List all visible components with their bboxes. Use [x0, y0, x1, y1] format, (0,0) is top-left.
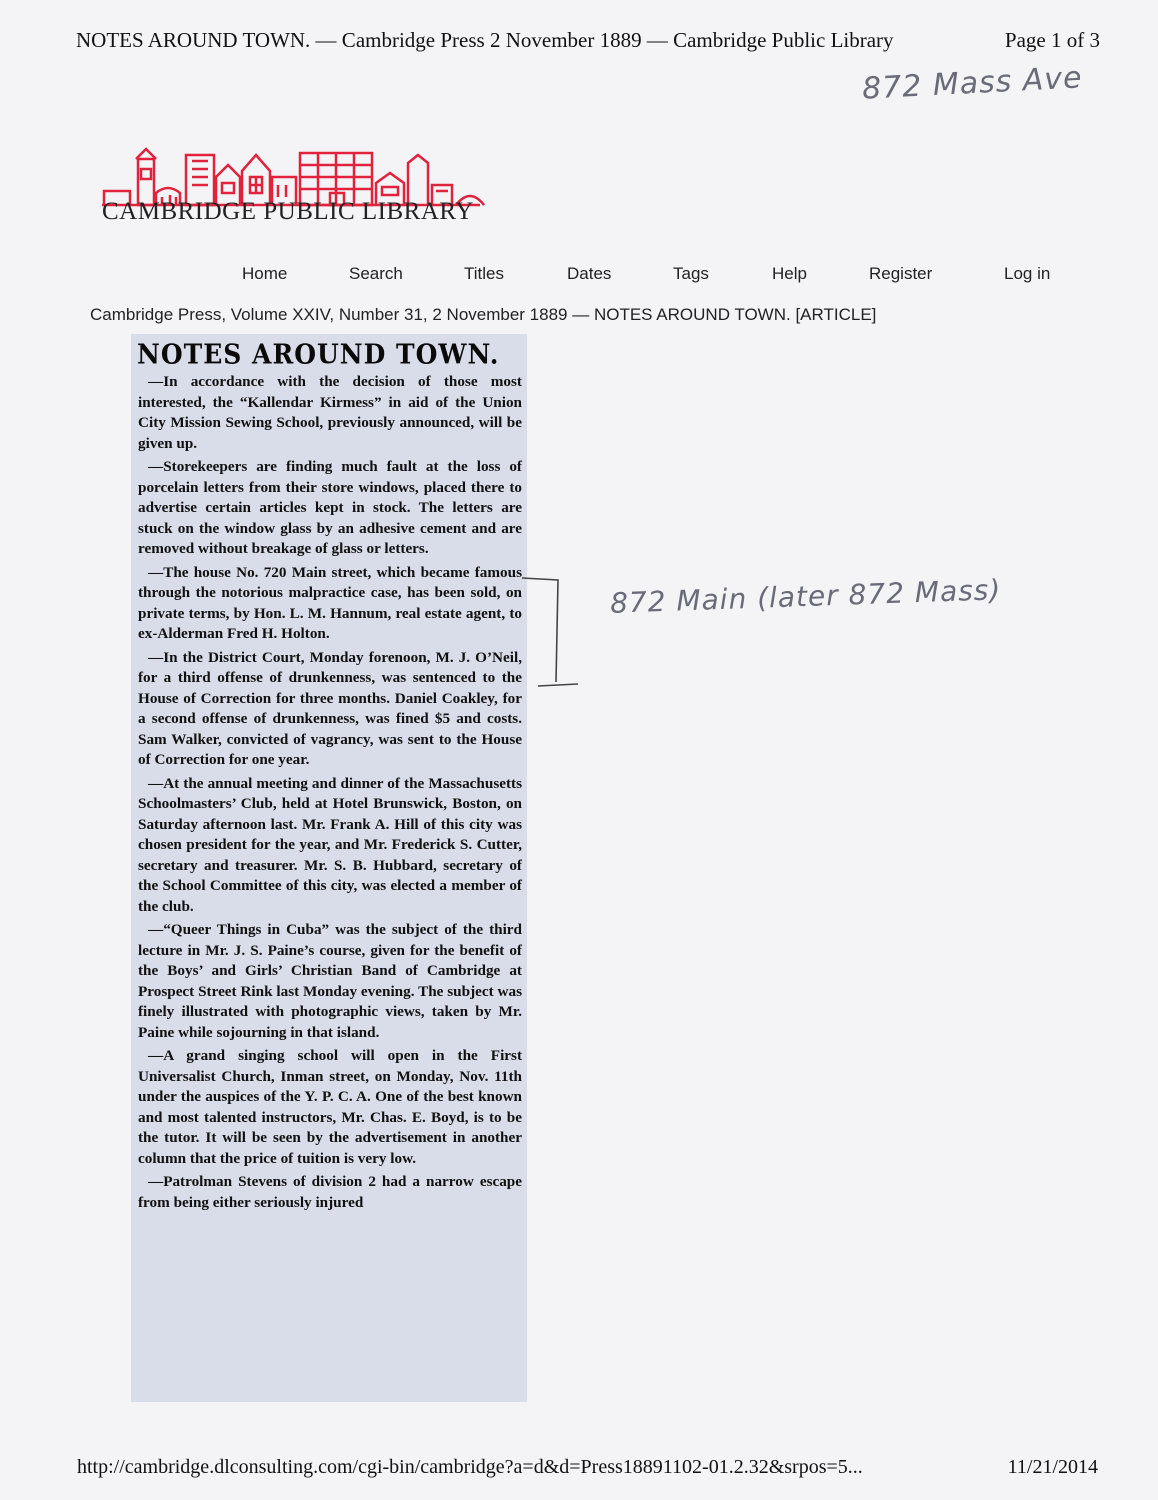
footer-url[interactable]: http://cambridge.dlconsulting.com/cgi-bin/cambridge?a=d&d=Press18891102-01.2.32&srpos=5... — [77, 1456, 863, 1478]
nav-register[interactable]: Register — [869, 264, 933, 283]
article-paragraph: —In the District Court, Monday forenoon, M. J. O’Neil, for a third offense of drunkenness, was sentenced to the House of Correction for three months. Daniel Coakley, for a second offense of drunkenness, was fined $5 and costs. Sam Walker, convicted of vagrancy, was sent to the House of Correction for one year. — [138, 648, 522, 768]
print-title: NOTES AROUND TOWN. — Cambridge Press 2 November 1889 — Cambridge Public Library — [76, 28, 894, 52]
article-paragraph: —The house No. 720 Main street, which became famous through the notorious malpractice case, has been sold, on private terms, by Hon. L. M. Hannum, real estate agent, to ex-Alderman Fred H. Holton. — [138, 563, 522, 642]
article-paragraph: —A grand singing school will open in the First Universalist Church, Inman street, on Monday, Nov. 11th under the auspices of the Y. P. C. A. One of the best known and most talented instructors, Mr. Chas. E. Boyd, is to be the tutor. It will be seen by the advertisement in another column that the price of tuition is very low. — [138, 1047, 522, 1167]
handwritten-bracket — [518, 574, 588, 694]
nav-search[interactable]: Search — [349, 264, 403, 283]
article-paragraph: —In accordance with the decision of those most interested, the “Kallendar Kirmess” in aid of the Union City Mission Sewing School, previously announced, will be given up. — [138, 373, 522, 452]
article-paragraph: —At the annual meeting and dinner of the Massachusetts Schoolmasters’ Club, held at Hotel Brunswick, Boston, on Saturday afternoon last. Mr. Frank A. Hill of this city was chosen president for the year, and Mr. Frederick S. Cutter, secretary and treasurer. Mr. S. B. Hubbard, secretary of the School Committee of this city, was elected a member of the club. — [138, 774, 522, 915]
handwritten-note-margin: 872 Main (later 872 Mass) — [609, 573, 1002, 620]
nav-login[interactable]: Log in — [1004, 264, 1051, 283]
nav-tags[interactable]: Tags — [673, 264, 709, 283]
library-name: CAMBRIDGE PUBLIC LIBRARY — [102, 198, 474, 225]
main-nav — [0, 264, 1158, 288]
article-paragraph: —“Queer Things in Cuba” was the subject of the third lecture in Mr. J. S. Paine’s course, given for the benefit of the Boys’ and Girls’ Christian Band of Cambridge at Prospect Street Rink last Monday evening. The subject was finely illustrated with photographic views, taken by Mr. Paine while sojourning in that island. — [138, 921, 522, 1041]
article-paragraph: —Storekeepers are finding much fault at the loss of porcelain letters from their store windows, placed there to advertise certain articles kept in stock. The letters are stuck on the window glass by an adhesive cement and are removed without breakage of glass or letters. — [138, 458, 522, 557]
article-body — [138, 372, 522, 1216]
page-number: Page 1 of 3 — [1004, 28, 1100, 52]
handwritten-note-top: 872 Mass Ave — [861, 60, 1084, 107]
footer-date: 11/21/2014 — [1007, 1456, 1098, 1478]
breadcrumb: Cambridge Press, Volume XXIV, Number 31, 2 November 1889 — NOTES AROUND TOWN. [ARTICLE] — [90, 305, 877, 324]
nav-home[interactable]: Home — [242, 264, 288, 283]
nav-dates[interactable]: Dates — [567, 264, 612, 283]
nav-help[interactable]: Help — [772, 264, 807, 283]
article-headline: NOTES AROUND TOWN. — [137, 338, 500, 370]
article-paragraph: —Patrolman Stevens of division 2 had a narrow escape from being either seriously injured — [138, 1173, 522, 1211]
nav-titles[interactable]: Titles — [464, 264, 504, 283]
